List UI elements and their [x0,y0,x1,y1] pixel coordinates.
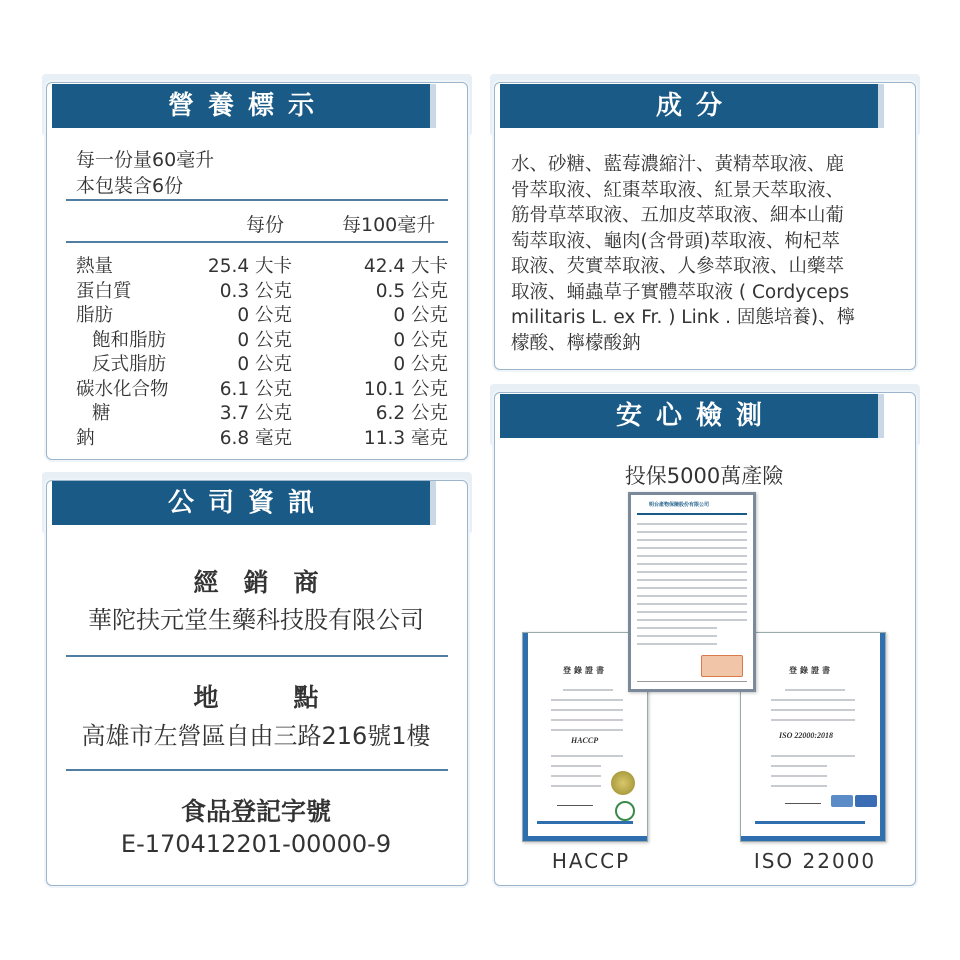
iso-label: ISO 22000 [753,849,877,873]
ingredient-line: 水、砂糖、藍莓濃縮汁、黃精萃取液、鹿 [511,154,845,175]
nutrient-per-100ml: 11.3 毫克 [363,427,448,449]
nutrient-name: 熱量 [76,256,114,277]
nutrient-per-100ml: 0 公克 [393,354,448,375]
nutrient-per-serving: 25.4 大卡 [207,256,292,277]
policy-heading: 明台產物保險股份有限公司 [649,502,710,508]
nutrient-name: 鈉 [76,427,95,449]
ingredient-line: 檬酸、檸檬酸鈉 [511,332,641,354]
ingredient-line: 筋骨草萃取液、五加皮萃取液、細本山葡 [511,205,845,226]
nutrient-per-serving: 0.3 公克 [219,280,292,302]
company-divider-2 [66,769,448,771]
insurance-policy-document [628,492,756,692]
col-per-100ml: 每100毫升 [342,214,436,236]
col-per-serving: 每份 [246,214,285,236]
nutrient-per-100ml: 0.5 公克 [375,280,448,302]
nutrition-title: 營養標示 [52,84,436,128]
address-value: 高雄市左營區自由三路216號1樓 [81,722,431,750]
nutrient-per-100ml: 42.4 大卡 [363,256,448,277]
ingredient-line: militaris L. ex Fr. ) Link . 固態培養)、檸 [511,307,856,328]
serving-size: 每一份量60毫升 [76,149,215,171]
nutrient-per-serving: 6.1 公克 [219,378,292,400]
nutrient-per-100ml: 10.1 公克 [363,378,448,400]
address-label: 地 點 [193,683,319,712]
company-divider-1 [66,655,448,657]
ingredient-line: 取液、芡實萃取液、人參萃取液、山藥萃 [511,256,845,277]
nutrient-per-100ml: 0 公克 [393,305,448,326]
haccp-cert-standard: HACCP [571,736,599,745]
nutrient-per-serving: 0 公克 [237,354,292,375]
haccp-label: HACCP [551,849,631,873]
insurance-text: 投保5000萬產險 [624,464,784,488]
iso-certificate [740,632,886,842]
haccp-cert-heading: 登錄證書 [563,666,607,675]
iso-cert-heading: 登錄證書 [789,666,833,675]
iso-cert-standard: ISO 22000:2018 [779,731,834,740]
nutrient-name: 飽和脂肪 [92,329,167,351]
servings-per-package: 本包裝含6份 [76,175,184,197]
ingredient-line: 骨萃取液、紅棗萃取液、紅景天萃取液、 [511,179,845,201]
nutrient-name: 蛋白質 [76,280,132,302]
nutrition-divider-top [66,199,448,201]
red-stamp-icon [701,655,743,677]
distributor-value: 華陀扶元堂生藥科技股有限公司 [88,606,424,634]
registration-label: 食品登記字號 [180,797,331,826]
nutrient-per-serving: 3.7 公克 [219,403,292,424]
registration-value: E-170412201-00000-9 [120,830,392,858]
accreditation-logo-icon [615,801,635,821]
company-title: 公司資訊 [52,481,436,525]
distributor-label: 經 銷 商 [193,568,319,597]
nutrient-per-100ml: 6.2 公克 [375,403,448,424]
nutrient-name: 脂肪 [76,305,114,326]
ingredient-line: 萄萃取液、龜肉(含骨頭)萃取液、枸杞萃 [511,230,840,252]
gold-seal-icon [611,771,635,795]
ingredient-line: 取液、蛹蟲草子實體萃取液 ( Cordyceps [511,281,850,303]
taf-logo-icon [831,795,853,807]
safety-title: 安心檢測 [500,394,884,438]
nutrient-per-serving: 0 公克 [237,329,292,351]
nutrient-per-100ml: 0 公克 [393,329,448,351]
ingredients-title: 成分 [500,84,884,128]
nutrient-per-serving: 0 公克 [237,305,292,326]
nutrition-divider-header [66,241,448,243]
nutrient-name: 碳水化合物 [76,378,169,400]
iaf-logo-icon [855,795,877,807]
nutrient-name: 反式脂肪 [92,354,167,375]
nutrient-name: 糖 [92,403,111,424]
nutrient-per-serving: 6.8 毫克 [219,427,292,449]
